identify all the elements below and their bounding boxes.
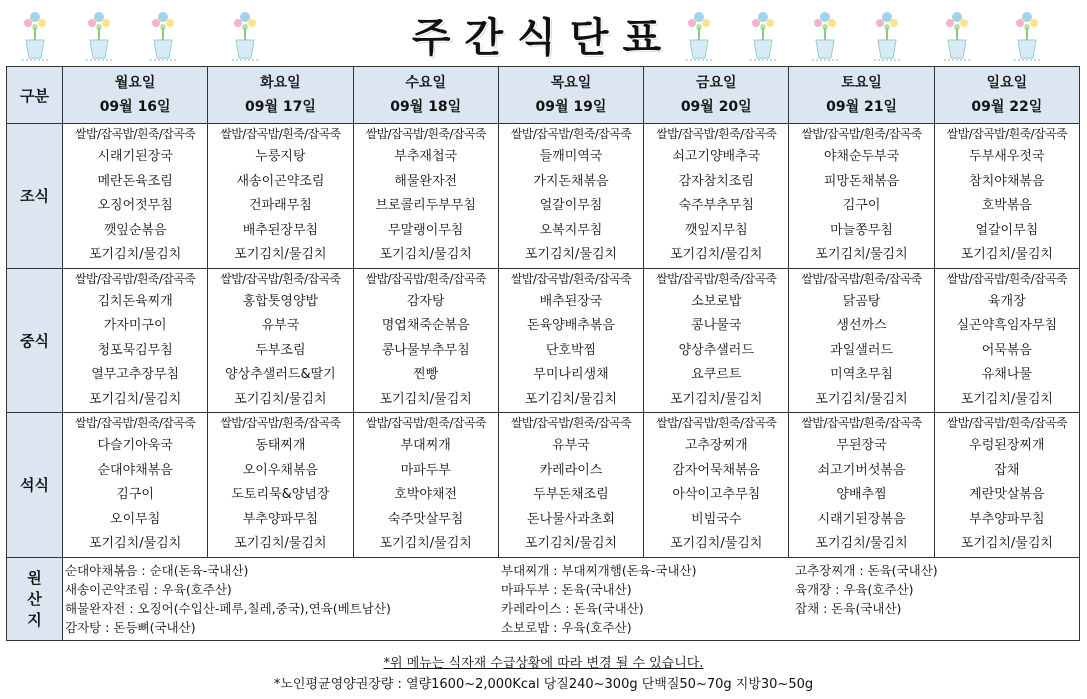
- dish-item: 건파래무침: [249, 198, 312, 213]
- meal-row: [7, 124, 1080, 269]
- dish-item: 숙주부추무침: [678, 198, 754, 213]
- dish-item: 단호박찜: [545, 342, 597, 358]
- meal-cell: [498, 124, 643, 269]
- dish-item: 포기김치/물김치: [670, 536, 763, 551]
- dish-item: 유부국: [261, 318, 300, 333]
- dish-item: 포기김치/물김치: [524, 536, 618, 551]
- dish-item: 콩나물부추무침: [381, 342, 470, 358]
- dish-item: 포기김치/물김치: [670, 247, 763, 262]
- meal-label: 석식: [7, 413, 63, 558]
- meal-cell: [644, 268, 789, 413]
- page-title: 주간식단표: [411, 15, 676, 61]
- dish-item: 계란맛살볶음: [969, 487, 1045, 502]
- dish-item: 누룽지탕: [255, 149, 306, 164]
- origin-entry: 소보로밥 : 우육(호주산): [501, 619, 632, 635]
- day-name: 일요일: [986, 75, 1028, 91]
- dish-item: 열무고추장무침: [91, 367, 180, 382]
- dish-item: 피망돈채볶음: [823, 173, 900, 189]
- day-header: [789, 67, 934, 124]
- dish-item: 쌀밥/잡곡밥/흰죽/잡곡죽: [365, 271, 486, 286]
- dish-item: 다슬기아욱국: [97, 438, 173, 453]
- dish-item: 실곤약흑임자무침: [956, 318, 1058, 333]
- dish-item: 호박볶음: [981, 198, 1032, 213]
- dish-item: 유부국: [552, 438, 590, 453]
- dish-item: 쌀밥/잡곡밥/흰죽/잡곡죽: [946, 416, 1067, 430]
- dish-item: 육개장: [988, 293, 1026, 309]
- dish-item: 무미나리생채: [533, 367, 609, 382]
- dish-item: 닭곰탕: [842, 293, 881, 309]
- dish-item: 배추된장무침: [242, 222, 319, 238]
- dish-item: 유채나물: [981, 367, 1032, 382]
- meal-cell: [208, 268, 353, 413]
- day-date: 09월 16일: [99, 99, 171, 115]
- day-name: 목요일: [550, 75, 592, 91]
- dish-item: 포기김치/물김치: [960, 536, 1053, 551]
- dish-item: 쌀밥/잡곡밥/흰죽/잡곡죽: [656, 271, 777, 286]
- meal-row: [7, 413, 1080, 558]
- origin-entry: 잡채 : 돈육(국내산): [795, 600, 902, 616]
- dish-item: 포기김치/물김치: [379, 247, 472, 262]
- dish-item: 쌀밥/잡곡밥/흰죽/잡곡죽: [365, 127, 486, 141]
- origin-label: [7, 557, 63, 640]
- day-header: [208, 67, 353, 124]
- dish-item: 얼갈이무침: [975, 222, 1039, 238]
- day-date: 09월 21일: [826, 99, 897, 115]
- dish-item: 브로콜리두부무침: [375, 198, 476, 213]
- meal-cell: [353, 268, 498, 413]
- dish-item: 부추양파무침: [969, 511, 1045, 527]
- dish-item: 무된장국: [836, 438, 887, 453]
- dish-item: 포기김치/물김치: [815, 247, 908, 262]
- dish-item: 콩나물국: [691, 318, 742, 333]
- dish-item: 마늘쫑무침: [830, 222, 893, 238]
- dish-item: 명엽채죽순볶음: [381, 318, 470, 333]
- dish-item: 가지돈채볶음: [533, 173, 609, 189]
- day-header: [63, 67, 208, 124]
- dish-item: 해물완자전: [394, 173, 458, 189]
- dish-item: 고추장찌개: [684, 438, 748, 453]
- meal-cell: [644, 124, 789, 269]
- dish-item: 포기김치/물김치: [379, 391, 472, 407]
- dish-item: 쇠고기양배추국: [672, 149, 761, 164]
- dish-item: 감자어묵채볶음: [672, 462, 761, 478]
- day-name: 화요일: [260, 75, 301, 91]
- meal-cell: [498, 413, 643, 558]
- dish-item: 양상추샐러드&딸기: [225, 367, 336, 382]
- dish-item: 소보로밥: [691, 293, 742, 309]
- dish-item: 들깨미역국: [539, 149, 603, 164]
- origin-entry: 해물완자전 : 오징어(수입산-페루,칠레,중국),연육(베트남산): [65, 600, 391, 616]
- dish-item: 생선까스: [836, 318, 887, 333]
- dish-item: 호박야채전: [394, 487, 458, 502]
- origin-entry: 감자탕 : 돈등뼈(국내산): [65, 619, 196, 635]
- dish-item: 깻잎지무침: [684, 222, 748, 238]
- header: [0, 0, 1087, 66]
- dish-item: 포기김치/물김치: [234, 391, 327, 407]
- meal-cell: [934, 413, 1079, 558]
- day-header-row: [7, 67, 1080, 124]
- dish-item: 두부새우젓국: [969, 149, 1045, 164]
- dish-item: 양상추샐러드: [678, 342, 754, 358]
- meal-cell: [208, 413, 353, 558]
- dish-item: 순대야채볶음: [97, 462, 173, 478]
- dish-item: 부대찌개: [400, 438, 451, 453]
- dish-item: 마파두부: [400, 462, 451, 478]
- dish-item: 포기김치/물김치: [815, 391, 908, 407]
- footer-notes: [0, 654, 1087, 696]
- origin-column-1: [65, 561, 391, 637]
- dish-item: 감자탕: [406, 293, 445, 309]
- meal-cell: [63, 268, 208, 413]
- dish-item: 오이무침: [110, 511, 161, 527]
- dish-item: 오이우채볶음: [242, 462, 319, 478]
- meal-label: 조식: [7, 124, 63, 269]
- dish-item: 포기김치/물김치: [88, 536, 182, 551]
- origin-column-3: [795, 561, 938, 618]
- meal-cell: [498, 268, 643, 413]
- day-date: 09월 17일: [244, 99, 316, 115]
- dish-item: 김구이: [116, 487, 154, 502]
- day-header: [498, 67, 643, 124]
- dish-item: 무말랭이무침: [388, 222, 464, 238]
- day-date: 09월 18일: [390, 99, 462, 115]
- dish-item: 배추된장국: [539, 293, 603, 309]
- dish-item: 포기김치/물김치: [670, 391, 763, 407]
- meal-cell: [644, 413, 789, 558]
- dish-item: 홍합톳영양밥: [242, 293, 319, 309]
- day-name: 수요일: [405, 75, 446, 91]
- meal-cell: [208, 124, 353, 269]
- dish-item: 쌀밥/잡곡밥/흰죽/잡곡죽: [510, 271, 632, 286]
- dish-item: 쌀밥/잡곡밥/흰죽/잡곡죽: [365, 416, 486, 430]
- origin-info: [63, 557, 1080, 640]
- dish-item: 쌀밥/잡곡밥/흰죽/잡곡죽: [220, 416, 341, 430]
- meal-cell: [789, 124, 934, 269]
- origin-entry: 새송이곤약조림 : 우육(호주산): [65, 581, 232, 597]
- dish-item: 오복지무침: [539, 222, 603, 238]
- dish-item: 쌀밥/잡곡밥/흰죽/잡곡죽: [220, 271, 341, 286]
- dish-item: 쌀밥/잡곡밥/흰죽/잡곡죽: [510, 416, 632, 430]
- dish-item: 카레라이스: [539, 462, 603, 478]
- nutrition-guideline: *노인평균영양권장량 : 열량1600~2,000Kcal 당질240~300g 단백질50~70g 지방30~50g: [273, 677, 814, 692]
- dish-item: 쌀밥/잡곡밥/흰죽/잡곡죽: [946, 127, 1067, 141]
- meal-label: 중식: [7, 268, 63, 413]
- weekly-menu-table: [6, 66, 1080, 641]
- dish-item: 쌀밥/잡곡밥/흰죽/잡곡죽: [656, 416, 777, 430]
- dish-item: 야채순두부국: [823, 149, 900, 164]
- category-header: 구분: [7, 67, 63, 124]
- meal-cell: [353, 124, 498, 269]
- meal-rows: [7, 124, 1080, 558]
- day-date: 09월 19일: [535, 99, 607, 115]
- day-header: [353, 67, 498, 124]
- meal-cell: [934, 268, 1079, 413]
- meal-cell: [63, 124, 208, 269]
- dish-item: 잡채: [994, 462, 1020, 478]
- dish-item: 청포묵김무침: [97, 342, 173, 358]
- dish-item: 시래기된장국: [97, 149, 173, 164]
- dish-item: 포기김치/물김치: [88, 247, 182, 262]
- origin-entry: 고추장찌개 : 돈육(국내산): [795, 562, 938, 578]
- day-name: 월요일: [114, 75, 156, 91]
- dish-item: 새송이곤약조림: [236, 173, 325, 189]
- dish-item: 시래기된장볶음: [817, 511, 906, 527]
- dish-item: 포기김치/물김치: [960, 391, 1053, 407]
- dish-item: 포기김치/물김치: [234, 536, 327, 551]
- dish-item: 쌀밥/잡곡밥/흰죽/잡곡죽: [220, 127, 341, 141]
- dish-item: 돈나물사과초회: [527, 511, 615, 527]
- dish-item: 김구이: [842, 198, 881, 213]
- dish-item: 감자참치조림: [678, 173, 754, 189]
- dish-item: 과일샐러드: [830, 342, 893, 358]
- dish-item: 부추양파무침: [242, 511, 319, 527]
- origin-column-2: [501, 561, 696, 637]
- day-name: 토요일: [841, 75, 882, 91]
- dish-item: 비빔국수: [691, 511, 742, 527]
- day-name: 금요일: [695, 75, 737, 91]
- day-date: 09월 20일: [680, 99, 752, 115]
- meal-cell: [353, 413, 498, 558]
- dish-item: 두부돈채조림: [533, 487, 609, 502]
- origin-label-char: 지: [27, 611, 42, 629]
- dish-item: 쌀밥/잡곡밥/흰죽/잡곡죽: [75, 416, 196, 430]
- dish-item: 쌀밥/잡곡밥/흰죽/잡곡죽: [656, 127, 777, 141]
- change-notice: *위 메뉴는 식자재 수급상황에 따라 변경 될 수 있습니다.: [383, 656, 704, 671]
- dish-item: 쌀밥/잡곡밥/흰죽/잡곡죽: [510, 127, 632, 141]
- meal-cell: [934, 124, 1079, 269]
- dish-item: 두부조림: [255, 342, 306, 358]
- meal-row: [7, 268, 1080, 413]
- day-header: [644, 67, 789, 124]
- dish-item: 쌀밥/잡곡밥/흰죽/잡곡죽: [75, 127, 196, 141]
- dish-item: 쌀밥/잡곡밥/흰죽/잡곡죽: [801, 127, 922, 141]
- dish-item: 포기김치/물김치: [234, 247, 327, 262]
- dish-item: 참치야채볶음: [969, 173, 1045, 189]
- dish-item: 쌀밥/잡곡밥/흰죽/잡곡죽: [801, 416, 922, 430]
- dish-item: 숙주맛살무침: [388, 511, 464, 527]
- dish-item: 쇠고기버섯볶음: [817, 462, 906, 478]
- origin-row: [7, 557, 1080, 640]
- dish-item: 포기김치/물김치: [379, 536, 472, 551]
- dish-item: 메란돈육조림: [97, 173, 173, 189]
- origin-entry: 순대야채볶음 : 순대(돈육-국내산): [65, 562, 249, 578]
- origin-label-char: 산: [27, 590, 42, 608]
- dish-item: 김치돈육찌개: [97, 293, 173, 309]
- dish-item: 쌀밥/잡곡밥/흰죽/잡곡죽: [801, 271, 922, 286]
- dish-item: 포기김치/물김치: [960, 247, 1053, 262]
- dish-item: 깻잎순볶음: [103, 222, 167, 238]
- dish-item: 포기김치/물김치: [815, 536, 908, 551]
- dish-item: 동태찌개: [255, 438, 306, 453]
- origin-entry: 육개장 : 우육(호주산): [795, 581, 914, 597]
- dish-item: 가자미구이: [103, 318, 167, 333]
- dish-item: 미역초무침: [830, 367, 893, 382]
- meal-cell: [63, 413, 208, 558]
- dish-item: 얼갈이무침: [539, 198, 603, 213]
- dish-item: 아삭이고추무침: [672, 487, 761, 502]
- meal-cell: [789, 413, 934, 558]
- origin-entry: 부대찌개 : 부대찌개햄(돈육-국내산): [501, 562, 697, 578]
- dish-item: 어묵볶음: [981, 342, 1032, 358]
- origin-entry: 카레라이스 : 돈육(국내산): [501, 600, 644, 616]
- dish-item: 쌀밥/잡곡밥/흰죽/잡곡죽: [75, 271, 196, 286]
- day-date: 09월 22일: [971, 99, 1043, 115]
- dish-item: 요쿠르트: [691, 367, 742, 382]
- dish-item: 포기김치/물김치: [524, 247, 618, 262]
- dish-item: 도토리묵&양념장: [231, 487, 330, 502]
- origin-entry: 마파두부 : 돈육(국내산): [501, 581, 632, 597]
- dish-item: 포기김치/물김치: [88, 391, 182, 407]
- dish-item: 부추재첩국: [394, 149, 458, 164]
- dish-item: 쌀밥/잡곡밥/흰죽/잡곡죽: [946, 271, 1067, 286]
- day-header: [934, 67, 1079, 124]
- dish-item: 찐빵: [413, 367, 439, 382]
- meal-cell: [789, 268, 934, 413]
- dish-item: 포기김치/물김치: [524, 391, 618, 407]
- dish-item: 오징어젓무침: [97, 198, 173, 213]
- dish-item: 돈육양배추볶음: [527, 318, 615, 333]
- dish-item: 양배추찜: [836, 487, 887, 502]
- origin-label-char: 원: [27, 569, 42, 587]
- dish-item: 우렁된장찌개: [969, 438, 1045, 453]
